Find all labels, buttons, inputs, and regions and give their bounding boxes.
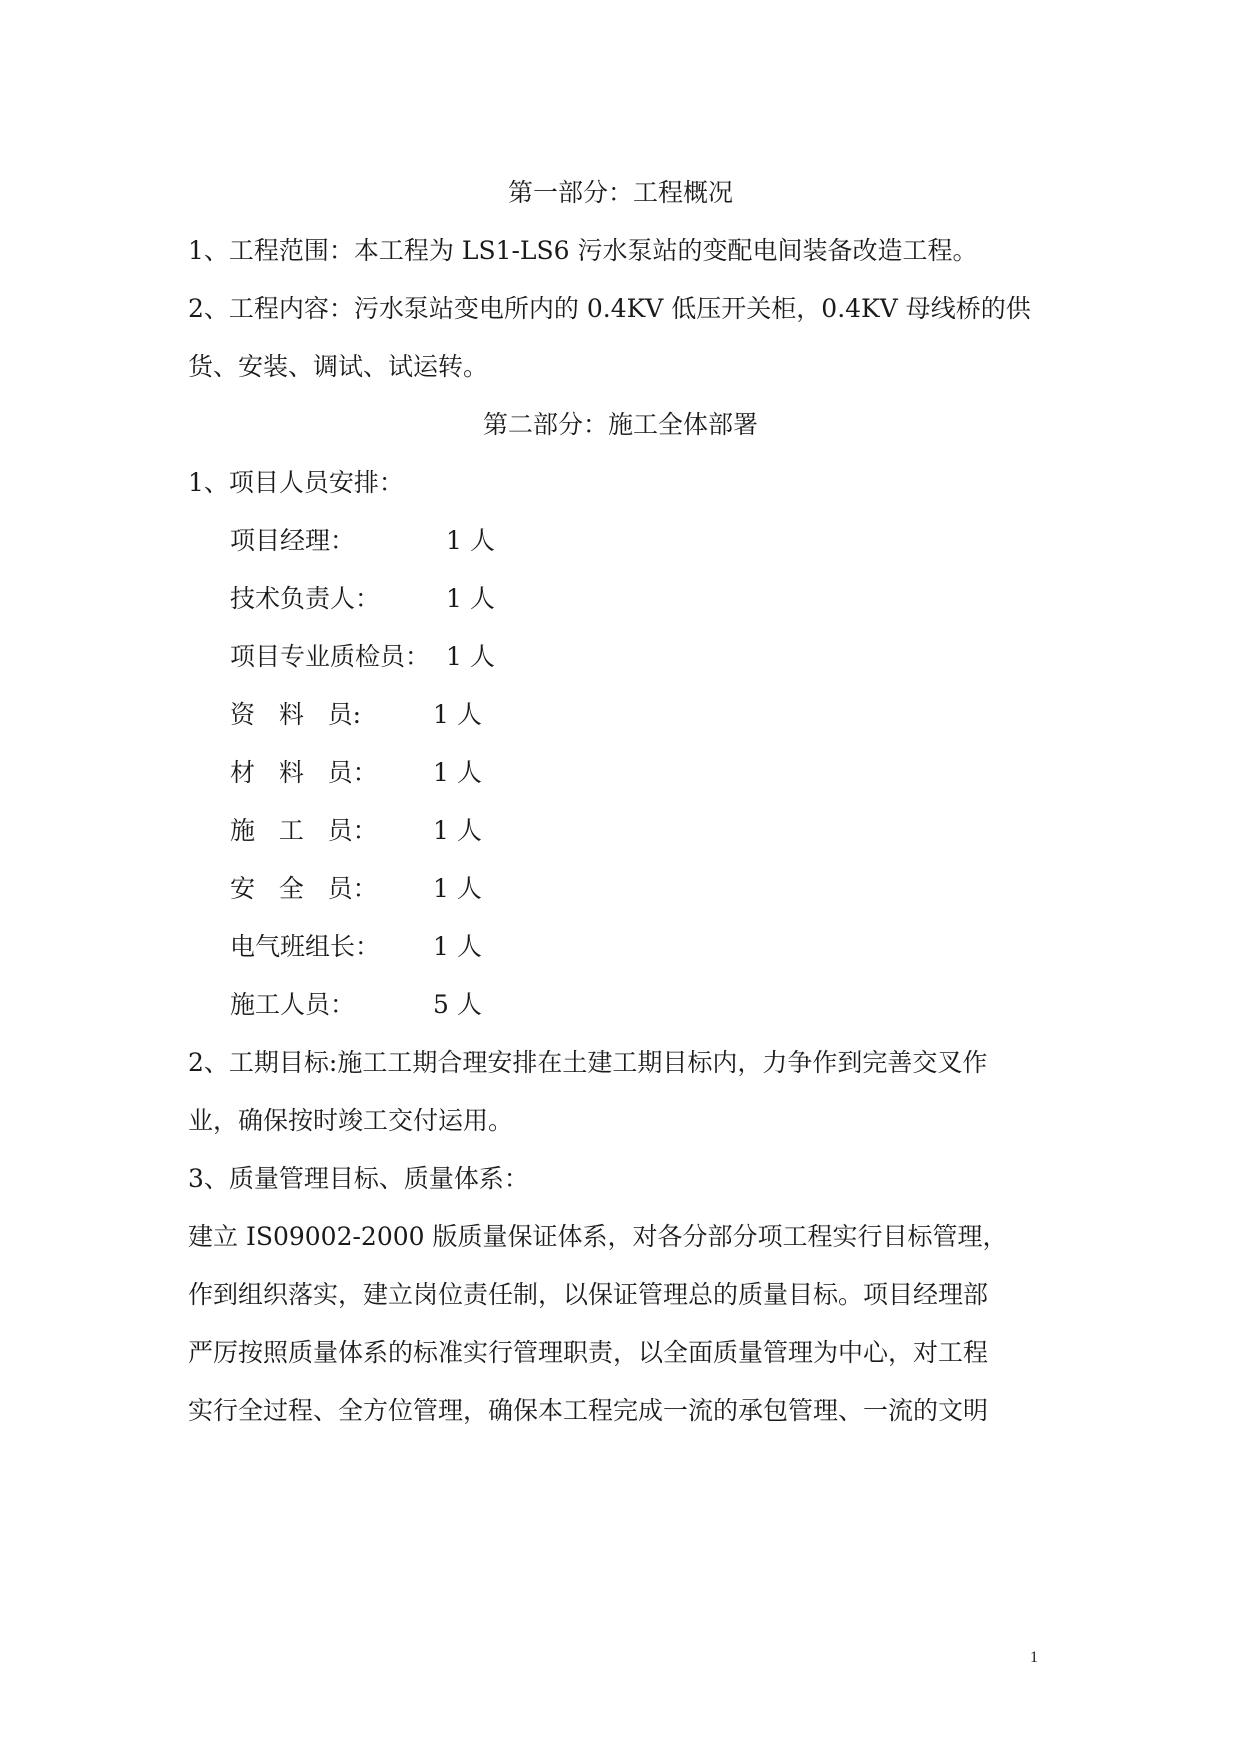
staff-role: 电气班组长： [230,932,381,961]
staff-count: 1 人 [433,874,482,903]
staff-count: 5 人 [433,990,482,1019]
staff-count: 1 人 [433,816,482,845]
schedule-paragraph-line2: 业，确保按时竣工交付运用。 [188,1106,514,1135]
staff-count: 1 人 [446,584,495,613]
quality-paragraph-line: 实行全过程、全方位管理，确保本工程完成一流的承包管理、一流的文明 [188,1396,989,1425]
section2-heading: 第二部分：施工全体部署 [482,410,758,439]
content-paragraph-line1: 2、工程内容：污水泵站变电所内的 0.4KV 低压开关柜，0.4KV 母线桥的供 [188,294,1031,323]
staff-role: 安 全 员： [230,874,378,903]
quality-paragraph-line: 严厉按照质量体系的标准实行管理职责，以全面质量管理为中心，对工程 [188,1338,989,1367]
staff-role: 资 料 员: [230,700,362,729]
staff-role: 施工人员： [230,990,356,1019]
staff-role: 材 料 员： [230,758,378,787]
staff-count: 1 人 [446,526,495,555]
page-number: 1 [1030,1649,1038,1666]
content-paragraph-line2: 货、安装、调试、试运转。 [188,352,489,381]
staff-count: 1 人 [433,758,482,787]
schedule-paragraph-line1: 2、工期目标:施工工期合理安排在土建工期目标内，力争作到完善交叉作 [188,1048,988,1077]
staff-role: 技术负责人： [230,584,381,613]
quality-paragraph-line: 作到组织落实，建立岗位责任制，以保证管理总的质量目标。项目经理部 [188,1280,989,1309]
quality-paragraph-line: 建立 IS09002-2000 版质量保证体系，对各分部分项工程实行目标管理， [188,1222,1008,1251]
staff-count: 1 人 [433,932,482,961]
staff-role: 项目专业质检员： [230,642,431,671]
staff-role: 施 工 员： [230,816,378,845]
quality-title: 3、质量管理目标、质量体系： [188,1164,529,1193]
staff-count: 1 人 [433,700,482,729]
staff-count: 1 人 [446,642,495,671]
scope-paragraph: 1、工程范围：本工程为 LS1-LS6 污水泵站的变配电间装备改造工程。 [188,236,978,265]
staffing-title: 1、项目人员安排： [188,468,404,497]
staff-role: 项目经理： [230,526,356,555]
section1-heading: 第一部分：工程概况 [507,178,733,207]
